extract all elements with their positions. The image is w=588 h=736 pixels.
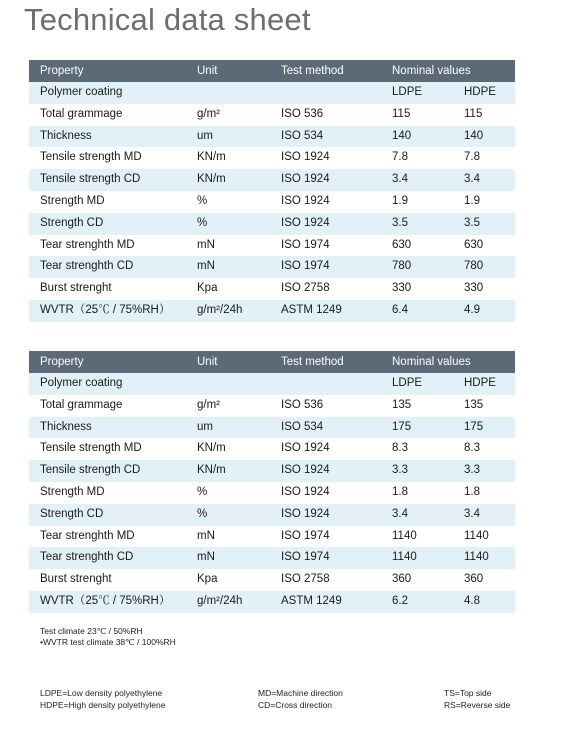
- page-title: Technical data sheet: [24, 2, 311, 37]
- note-wvtr-climate: •WVTR test climate 38℃ / 100%RH: [40, 637, 176, 647]
- property-cell: Strength MD: [40, 194, 105, 207]
- unit-cell: KN/m: [197, 442, 226, 455]
- header-test-method: Test method: [281, 356, 344, 368]
- unit-cell: Kpa: [197, 282, 218, 295]
- hdpe-value-cell: 175: [464, 420, 484, 433]
- property-cell: Tensile strength CD: [40, 464, 141, 477]
- test-method-cell: ISO 534: [281, 420, 324, 433]
- unit-cell: g/m²: [197, 398, 220, 411]
- legend-direction: [258, 688, 343, 711]
- header-property: Property: [40, 356, 84, 368]
- test-method-cell: ISO 1974: [281, 260, 330, 273]
- unit-cell: KN/m: [197, 464, 226, 477]
- hdpe-value-cell: HDPE: [464, 86, 496, 98]
- hdpe-value-cell: 115: [464, 107, 483, 120]
- ldpe-value-cell: 3.4: [392, 173, 408, 186]
- property-cell: Polymer coating: [40, 86, 123, 98]
- table-row: [29, 482, 515, 504]
- note-test-climate: Test climate 23℃ / 50%RH: [40, 626, 143, 636]
- hdpe-value-cell: 780: [464, 260, 484, 273]
- property-cell: Tensile strength MD: [40, 442, 142, 455]
- property-cell: Burst strenght: [40, 573, 112, 586]
- legend-ts: TS=Top side: [444, 688, 492, 698]
- hdpe-value-cell: HDPE: [464, 377, 496, 389]
- table-row: [29, 438, 515, 460]
- unit-cell: %: [197, 194, 208, 207]
- unit-cell: KN/m: [197, 173, 226, 186]
- ldpe-value-cell: 1.8: [392, 485, 408, 498]
- header-nominal-values: Nominal values: [392, 356, 471, 368]
- hdpe-value-cell: 4.9: [464, 303, 480, 316]
- legend-hdpe: HDPE=High density polyethylene: [40, 699, 166, 710]
- hdpe-value-cell: 140: [464, 129, 484, 142]
- table-body: [29, 373, 515, 613]
- property-cell: Tear strenghth CD: [40, 551, 134, 564]
- unit-cell: mN: [197, 529, 215, 542]
- test-method-cell: ISO 1924: [281, 216, 330, 229]
- hdpe-value-cell: 330: [464, 282, 484, 295]
- ldpe-value-cell: 360: [392, 573, 412, 586]
- unit-cell: um: [197, 129, 213, 142]
- property-cell: Strength CD: [40, 216, 104, 229]
- test-method-cell: ISO 1924: [281, 485, 330, 498]
- property-cell: Tear strenghth CD: [40, 260, 134, 273]
- unit-cell: g/m²: [197, 107, 220, 120]
- table-row: [29, 373, 515, 395]
- ldpe-value-cell: 115: [392, 107, 411, 120]
- table-row: [29, 526, 515, 548]
- table-row: [29, 235, 515, 257]
- test-method-cell: ISO 1924: [281, 194, 330, 207]
- hdpe-value-cell: 1140: [464, 529, 489, 542]
- property-cell: Tensile strength MD: [40, 151, 142, 164]
- hdpe-value-cell: 8.3: [464, 442, 480, 455]
- property-cell: Thickness: [40, 420, 92, 433]
- property-cell: Tear strenghth MD: [40, 238, 135, 251]
- ldpe-value-cell: 1.9: [392, 194, 408, 207]
- legend-ldpe: LDPE=Low density polyethylene: [40, 688, 163, 698]
- test-method-cell: ISO 2758: [281, 282, 330, 295]
- ldpe-value-cell: 1140: [392, 529, 417, 542]
- test-method-cell: ISO 1924: [281, 507, 330, 520]
- hdpe-value-cell: 135: [464, 398, 484, 411]
- data-table: [29, 351, 515, 613]
- legend-side: [444, 688, 510, 711]
- property-cell: Strength CD: [40, 507, 104, 520]
- unit-cell: KN/m: [197, 151, 226, 164]
- table-row: [29, 504, 515, 526]
- legend-md: MD=Machine direction: [258, 688, 343, 698]
- test-method-cell: ISO 1924: [281, 464, 330, 477]
- table-row: [29, 104, 515, 126]
- hdpe-value-cell: 1140: [464, 551, 489, 564]
- test-method-cell: ISO 1974: [281, 551, 330, 564]
- ldpe-value-cell: 6.2: [392, 594, 408, 607]
- hdpe-value-cell: 3.3: [464, 464, 480, 477]
- unit-cell: mN: [197, 260, 215, 273]
- table-row: [29, 126, 515, 148]
- hdpe-value-cell: 630: [464, 238, 484, 251]
- test-method-cell: ISO 1924: [281, 173, 330, 186]
- table-row: [29, 147, 515, 169]
- test-method-cell: ASTM 1249: [281, 594, 342, 607]
- table-row: [29, 460, 515, 482]
- ldpe-value-cell: 175: [392, 420, 412, 433]
- test-method-cell: ISO 536: [281, 398, 324, 411]
- table-row: [29, 191, 515, 213]
- table-row: [29, 417, 515, 439]
- table-row: [29, 278, 515, 300]
- ldpe-value-cell: 140: [392, 129, 412, 142]
- unit-cell: mN: [197, 551, 215, 564]
- legend-density: [40, 688, 165, 711]
- table-row: [29, 213, 515, 235]
- test-method-cell: ISO 1924: [281, 442, 330, 455]
- ldpe-value-cell: 780: [392, 260, 412, 273]
- ldpe-value-cell: LDPE: [392, 86, 423, 98]
- table-row: [29, 547, 515, 569]
- property-cell: WVTR（25℃ / 75%RH）: [40, 594, 171, 607]
- unit-cell: %: [197, 507, 208, 520]
- test-method-cell: ASTM 1249: [281, 303, 342, 316]
- table-row: [29, 569, 515, 591]
- ldpe-value-cell: 3.4: [392, 507, 408, 520]
- ldpe-value-cell: 630: [392, 238, 412, 251]
- unit-cell: mN: [197, 238, 215, 251]
- table-row: [29, 395, 515, 417]
- ldpe-value-cell: 7.8: [392, 151, 408, 164]
- test-method-cell: ISO 534: [281, 129, 324, 142]
- header-property: Property: [40, 65, 84, 77]
- ldpe-value-cell: 8.3: [392, 442, 408, 455]
- table-row: [29, 82, 515, 104]
- hdpe-value-cell: 3.4: [464, 507, 480, 520]
- header-nominal-values: Nominal values: [392, 65, 471, 77]
- legend-cd: CD=Cross direction: [258, 699, 332, 710]
- unit-cell: %: [197, 485, 208, 498]
- ldpe-value-cell: 3.5: [392, 216, 408, 229]
- hdpe-value-cell: 1.8: [464, 485, 480, 498]
- hdpe-value-cell: 1.9: [464, 194, 480, 207]
- table-header-row: [29, 351, 515, 373]
- table-body: [29, 82, 515, 322]
- test-notes: [40, 626, 176, 648]
- test-method-cell: ISO 1974: [281, 238, 330, 251]
- hdpe-value-cell: 3.4: [464, 173, 480, 186]
- property-cell: Total grammage: [40, 398, 123, 411]
- property-cell: Tensile strength CD: [40, 173, 141, 186]
- header-unit: Unit: [197, 65, 218, 77]
- unit-cell: %: [197, 216, 208, 229]
- unit-cell: um: [197, 420, 213, 433]
- ldpe-value-cell: 1140: [392, 551, 417, 564]
- table-row: [29, 591, 515, 613]
- table-row: [29, 169, 515, 191]
- hdpe-value-cell: 4.8: [464, 594, 480, 607]
- property-cell: Polymer coating: [40, 377, 123, 389]
- header-test-method: Test method: [281, 65, 344, 77]
- unit-cell: g/m²/24h: [197, 303, 243, 316]
- header-unit: Unit: [197, 356, 218, 368]
- property-cell: Strength MD: [40, 485, 105, 498]
- hdpe-value-cell: 7.8: [464, 151, 480, 164]
- property-cell: Total grammage: [40, 107, 123, 120]
- ldpe-value-cell: 135: [392, 398, 412, 411]
- test-method-cell: ISO 536: [281, 107, 324, 120]
- unit-cell: Kpa: [197, 573, 218, 586]
- test-method-cell: ISO 2758: [281, 573, 330, 586]
- test-method-cell: ISO 1924: [281, 151, 330, 164]
- table-row: [29, 256, 515, 278]
- ldpe-value-cell: 6.4: [392, 303, 408, 316]
- property-cell: Thickness: [40, 129, 92, 142]
- property-cell: WVTR（25℃ / 75%RH）: [40, 303, 171, 316]
- legend-rs: RS=Reverse side: [444, 699, 511, 710]
- ldpe-value-cell: LDPE: [392, 377, 423, 389]
- table-header-row: [29, 60, 515, 82]
- ldpe-value-cell: 330: [392, 282, 412, 295]
- hdpe-value-cell: 360: [464, 573, 484, 586]
- property-cell: Tear strenghth MD: [40, 529, 135, 542]
- unit-cell: g/m²/24h: [197, 594, 243, 607]
- test-method-cell: ISO 1974: [281, 529, 330, 542]
- table-row: [29, 300, 515, 322]
- data-table: [29, 60, 515, 322]
- property-cell: Burst strenght: [40, 282, 112, 295]
- hdpe-value-cell: 3.5: [464, 216, 480, 229]
- ldpe-value-cell: 3.3: [392, 464, 408, 477]
